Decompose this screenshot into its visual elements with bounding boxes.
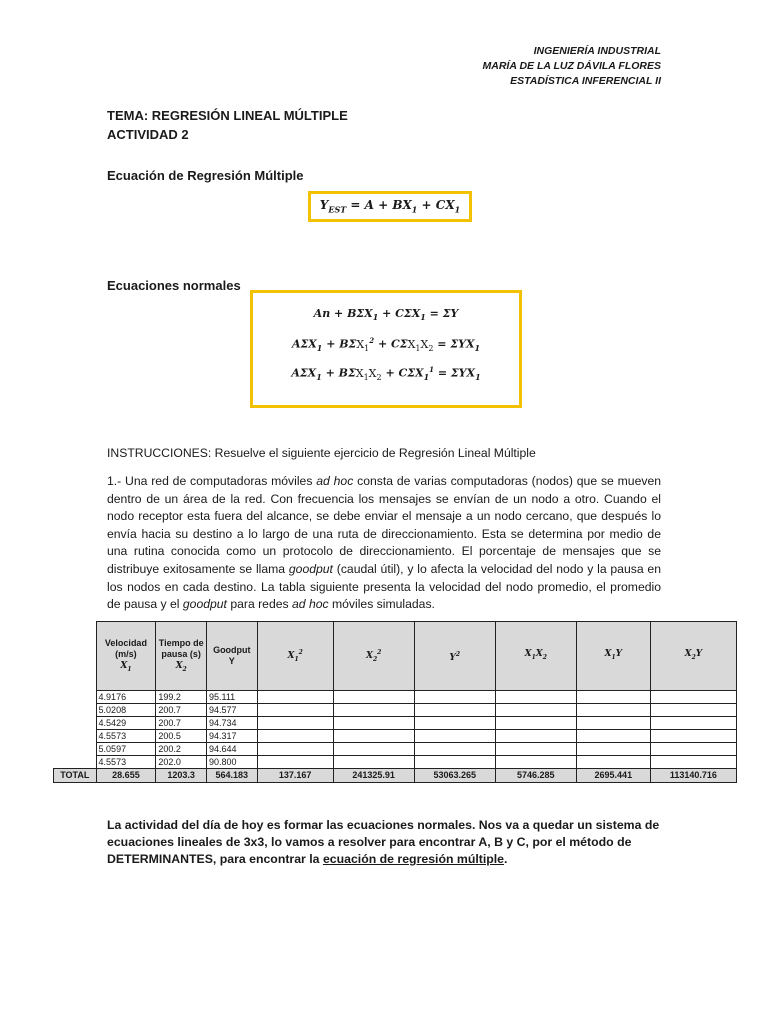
table-cell: 94.734 xyxy=(206,717,257,730)
table-cell xyxy=(576,691,650,704)
conclusion-link-text: ecuación de regresión múltiple xyxy=(322,852,505,866)
table-cell xyxy=(257,704,333,717)
table-cell xyxy=(576,730,650,743)
table-cell xyxy=(495,730,576,743)
header-tiempo-pausa: Tiempo de pausa (s) $X_2$ xyxy=(156,622,207,691)
table-cell: 199.2 xyxy=(156,691,207,704)
table-cell xyxy=(414,756,495,769)
table-cell xyxy=(414,717,495,730)
table-cell: 202.0 xyxy=(156,756,207,769)
table-cell xyxy=(414,704,495,717)
total-cell: 28.655 xyxy=(96,769,156,783)
table-corner-cell xyxy=(54,622,97,691)
table-cell xyxy=(576,743,650,756)
problem-text-em-4: ad hoc xyxy=(292,597,329,612)
table-cell xyxy=(257,743,333,756)
table-row-spacer xyxy=(54,691,97,704)
problem-text-5: móviles simuladas. xyxy=(328,597,435,612)
problem-text-em-1: ad hoc xyxy=(316,474,354,488)
table-cell xyxy=(333,756,414,769)
section-normal-heading: Ecuaciones normales xyxy=(107,278,241,293)
header-goodput: Goodput Y xyxy=(206,622,257,691)
normal-equation-3: $A\Sigma X_1 + B\Sigma X_1X_2 + C\Sigma X_1^1 = \Sigma YX_1$ xyxy=(291,365,481,382)
table-cell xyxy=(414,743,495,756)
header-x1-squared: $X_1^2$ xyxy=(257,622,333,691)
problem-paragraph xyxy=(107,473,661,614)
table-row-spacer xyxy=(54,717,97,730)
table-cell xyxy=(650,704,736,717)
table-cell xyxy=(650,691,736,704)
table-cell: 4.5573 xyxy=(96,756,156,769)
regression-equation-box xyxy=(308,191,472,222)
table-cell: 200.7 xyxy=(156,717,207,730)
table-row-spacer xyxy=(54,704,97,717)
header-velocidad: Velocidad (m/s) $X_1$ xyxy=(96,622,156,691)
normal-equations-box xyxy=(250,290,522,408)
table-cell xyxy=(576,704,650,717)
data-table xyxy=(53,621,737,783)
table-cell xyxy=(650,756,736,769)
problem-text-2: consta de varias computadoras (nodos) que se mueven dentro de un área de la red. Con frecuencia los mensajes se envían de un nodo a otro. Cuando el nodo receptor esta fuera del alcance, se debe enviar el mensaje a un nodo cercano, que después lo envía hacia su destino a lo largo de una ruta de direccionamiento. Esta se determina por medio de una rutina conocida como un protocolo de direccionamiento. El porcentaje de mensajes que se distribuye exitosamente se llama xyxy=(107,474,661,576)
table-header-row xyxy=(54,622,737,691)
normal-equation-2: $A\Sigma X_1 + B\Sigma X_1^2 + C\Sigma X_1X_2 = \Sigma YX_1$ xyxy=(291,336,481,353)
table-cell xyxy=(495,743,576,756)
table-cell: 94.577 xyxy=(206,704,257,717)
table-cell: 94.644 xyxy=(206,743,257,756)
table-cell xyxy=(576,717,650,730)
tema-title: TEMA: REGRESIÓN LINEAL MÚLTIPLE xyxy=(107,108,348,123)
header-y-squared: $Y^2$ xyxy=(414,622,495,691)
conclusion-text-1: La actividad del día de hoy es formar las ecuaciones normales. Nos va a quedar un sistema de ecuaciones lineales de 3x3, lo vamos a resolver para encontrar A, B y C, por el método de DETERMINANTES, para encontrar la xyxy=(107,818,660,866)
table-cell xyxy=(495,691,576,704)
actividad-title: ACTIVIDAD 2 xyxy=(107,127,189,142)
table-row xyxy=(54,730,737,743)
table-cell xyxy=(333,743,414,756)
section-regression-heading: Ecuación de Regresión Múltiple xyxy=(107,168,304,183)
table-row xyxy=(54,691,737,704)
table-cell xyxy=(257,691,333,704)
table-cell xyxy=(414,730,495,743)
header-x2-squared: $X_2^2$ xyxy=(333,622,414,691)
table-cell: 200.2 xyxy=(156,743,207,756)
table-cell: 94.317 xyxy=(206,730,257,743)
table-row xyxy=(54,743,737,756)
total-cell: 564.183 xyxy=(206,769,257,783)
table-cell: 95.111 xyxy=(206,691,257,704)
table-cell: 200.7 xyxy=(156,704,207,717)
table-row xyxy=(54,704,737,717)
header-line-3: ESTADÍSTICA INFERENCIAL II xyxy=(510,75,661,87)
table-cell: 4.9176 xyxy=(96,691,156,704)
header-line-1: INGENIERÍA INDUSTRIAL xyxy=(533,45,661,57)
table-row xyxy=(54,717,737,730)
table-cell xyxy=(257,717,333,730)
table-row xyxy=(54,756,737,769)
table-cell xyxy=(576,756,650,769)
table-row-spacer xyxy=(54,756,97,769)
instructions-text: INSTRUCCIONES: Resuelve el siguiente ejercicio de Regresión Lineal Múltiple xyxy=(107,446,536,460)
total-cell: 137.167 xyxy=(257,769,333,783)
table-cell xyxy=(495,717,576,730)
table-cell xyxy=(333,691,414,704)
table-cell: 5.0208 xyxy=(96,704,156,717)
total-cell: 113140.716 xyxy=(650,769,736,783)
table-row-spacer xyxy=(54,730,97,743)
document-title xyxy=(107,106,348,144)
total-cell: 53063.265 xyxy=(414,769,495,783)
regression-equation: $Y_{EST} = A + BX_1 + CX_1$ xyxy=(319,198,461,215)
table-cell xyxy=(257,730,333,743)
header-x1x2: $X_1X_2$ xyxy=(495,622,576,691)
document-header xyxy=(483,44,662,89)
total-cell: 2695.441 xyxy=(576,769,650,783)
table-cell xyxy=(333,717,414,730)
table-cell xyxy=(333,730,414,743)
table-cell: 4.5573 xyxy=(96,730,156,743)
total-cell: 1203.3 xyxy=(156,769,207,783)
table-cell xyxy=(333,704,414,717)
conclusion-paragraph xyxy=(107,817,667,868)
header-x2y: $X_2Y$ xyxy=(650,622,736,691)
table-cell xyxy=(495,756,576,769)
problem-text-4: para redes xyxy=(226,597,292,612)
header-x1y: $X_1Y$ xyxy=(576,622,650,691)
table-cell: 200.5 xyxy=(156,730,207,743)
table-cell xyxy=(495,704,576,717)
total-label: TOTAL xyxy=(54,769,97,783)
table-row-spacer xyxy=(54,743,97,756)
conclusion-text-2: . xyxy=(504,852,508,866)
table-cell: 4.5429 xyxy=(96,717,156,730)
problem-text-em-3: goodput xyxy=(182,597,227,612)
problem-text-3: (caudal útil), y lo afecta la velocidad del nodo y la pausa en los nodos en cada destino. La tabla siguiente presenta la velocidad del nodo promedio, el promedio de pausa y el xyxy=(107,561,661,612)
table-cell xyxy=(650,730,736,743)
table-cell: 5.0597 xyxy=(96,743,156,756)
normal-equation-1: $An + B\Sigma X_1 + C\Sigma X_1 = \Sigma Y$ xyxy=(313,307,459,323)
header-line-2: MARÍA DE LA LUZ DÁVILA FLORES xyxy=(482,60,661,72)
problem-text-1: 1.- Una red de computadoras móviles xyxy=(107,474,317,488)
table-cell xyxy=(257,756,333,769)
total-cell: 5746.285 xyxy=(495,769,576,783)
table-cell xyxy=(650,743,736,756)
table-total-row xyxy=(54,769,737,783)
table-cell: 90.800 xyxy=(206,756,257,769)
problem-text-em-2: goodput xyxy=(288,561,333,576)
table-cell xyxy=(414,691,495,704)
total-cell: 241325.91 xyxy=(333,769,414,783)
table-cell xyxy=(650,717,736,730)
